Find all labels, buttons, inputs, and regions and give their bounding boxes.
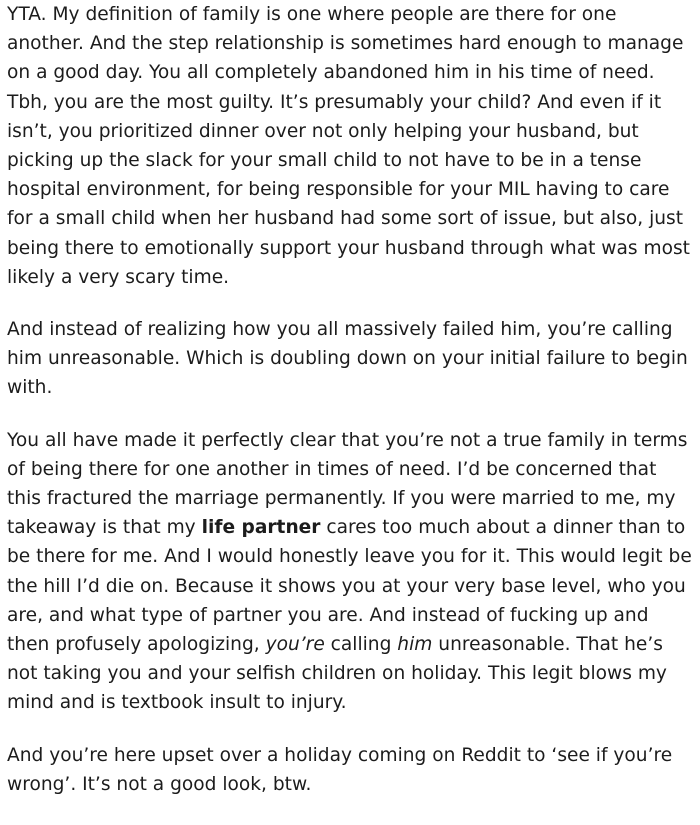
text-run: And instead of realizing how you all massively failed him, you’re calling him unreasonable. Which is doubling down on your initial failure to begin with. [7, 319, 688, 399]
italic-text: him [397, 634, 433, 656]
text-run: cares too much about a dinner than to be there for me. And I would honestly leave you for it. This would legit be the hill I’d die on. Because it shows you at your very base level, who you are, and what type of partner you are. And instead of fucking up and then profusely apologizing, [7, 517, 692, 656]
text-run: YTA. My definition of family is one where people are there for one another. And the step relationship is sometimes hard enough to manage on a good day. You all completely abandoned him in his time of need. Tbh, you are the most guilty. It’s presumably your child? And even if it isn’t, you prioritized dinner over not only helping your husband, but picking up the slack for your small child to not have to be in a tense hospital environment, for being responsible for your MIL having to care for a small child when her husband had some sort of issue, but also, just being there to emotionally support your husband through what was most likely a very scary time. [7, 4, 690, 288]
paragraph-3 [7, 426, 696, 718]
italic-text: you’re [265, 634, 325, 656]
text-run: You all have made it perfectly clear that you’re not a true family in terms of being there for one another in times of need. I’d be concerned that this fractured the marriage permanently. If you were married to me, my takeaway is that my [7, 429, 688, 539]
text-run: unreasonable. That he’s not taking you and your selfish children on holiday. This legit blows my mind and is textbook insult to injury. [7, 634, 667, 714]
text-run: And you’re here upset over a holiday coming on Reddit to ‘see if you’re wrong’. It’s not a good look, btw. [7, 744, 673, 795]
paragraph-1 [7, 0, 696, 292]
paragraph-2 [7, 315, 696, 403]
text-run: calling [324, 634, 398, 656]
paragraph-4 [7, 741, 696, 799]
bold-text: life partner [201, 517, 321, 539]
